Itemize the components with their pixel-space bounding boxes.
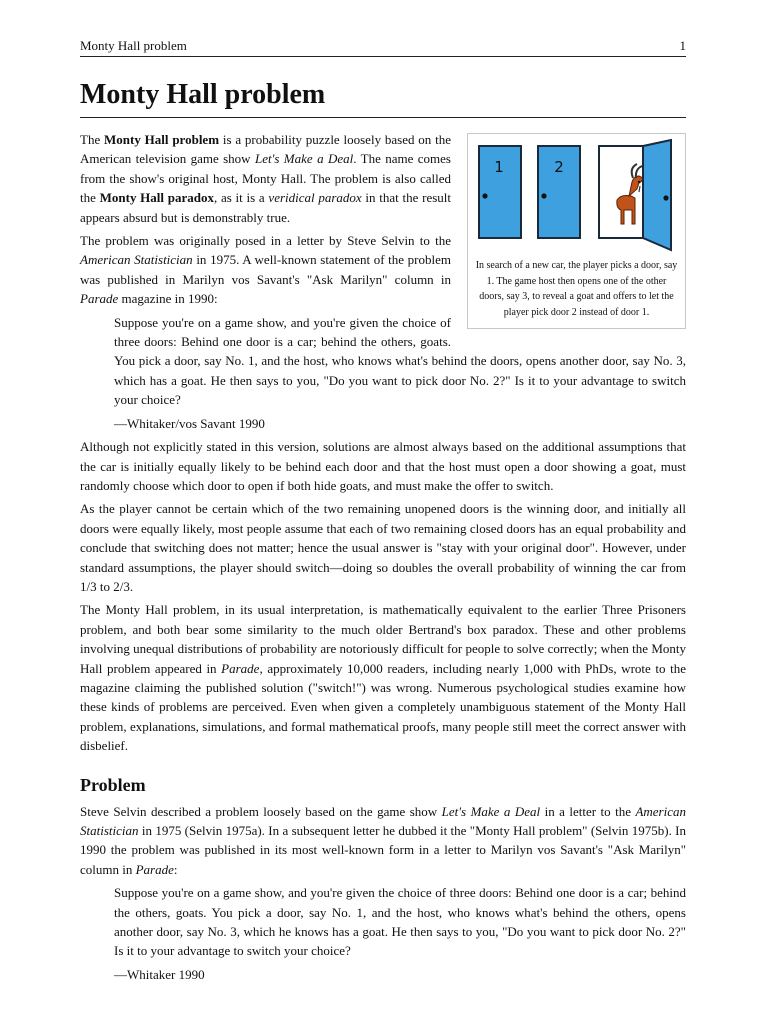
three-doors-illustration — [477, 138, 677, 254]
intro-paragraph-2: The problem was originally posed in a letter by Steve Selvin to the American Statistician in 1975. A well-known statement of the problem was published in Marilyn vos Savant's "Ask Marilyn" column in Parade magazine in 1990: — [80, 233, 452, 307]
intro-paragraph-1: The Monty Hall problem is a probability puzzle loosely based on the American television game show Let's Make a Deal. The name comes from the show's original host, Monty Hall. The problem is also called the Monty Hall paradox, as it is a veridical paradox in that the result appears absurd but is demonstrably true. — [80, 132, 452, 225]
term-veridical-paradox: veridical paradox — [268, 190, 362, 206]
intro-paragraph-4: As the player cannot be certain which of the two remaining unopened doors is the winning door, and initially all doors were equally likely, most people assume that each of two remaining closed doors has an equal probability and conclude that switching does not matter; hence the usual answer is "stay with your original door". However, under standard assumptions, the player should switch—doing so doubles the overall probability of winning the car from 1/3 to 2/3. — [80, 501, 686, 594]
figure-caption: In search of a new car, the player picks a door, say 1. The game host then opens one of the other doors, say 3, to reveal a goat and offers to let the player pick door 2 instead of door 1. — [475, 260, 678, 318]
quote-whitaker: Suppose you're on a game show, and you're given the choice of three doors: Behind one door is a car; behind the others, goats. You pick a door, say No. 1, and the host, who knows what's behind the others, opens another door, say No. 3, which he knows has a goat. He then says to you, "Do you want to pick door No. 2?" Is it to your advantage to switch your choice? — [114, 885, 686, 959]
door-3-knob — [663, 195, 668, 200]
problem-paragraph-1: Steve Selvin described a problem loosely based on the game show Let's Make a Deal in a letter to the American Statistician in 1975 (Selvin 1975a). In a subsequent letter he dubbed it the "Monty Hall problem" (Selvin 1975b). In 1990 the problem was published in its most well-known form in a letter to Marilyn vos Savant's "Ask Marilyn" column in Parade: — [80, 803, 686, 877]
intro-paragraph-3: Although not explicitly stated in this version, solutions are almost always based on the additional assumptions that the car is initially equally likely to be behind each door and that the host must open a door showing a goat, must randomly choose which door to open if both hide goats, and must make the offer to switch. — [80, 439, 686, 493]
term-monty-hall-problem: Monty Hall problem — [104, 132, 220, 147]
term-monty-hall-paradox: Monty Hall paradox — [99, 190, 214, 206]
show-title: Let's Make a Deal — [254, 151, 354, 167]
quote-attribution: —Whitaker/vos Savant 1990 — [114, 415, 265, 431]
door-2-label: 2 — [553, 158, 564, 176]
door-1-knob — [482, 193, 487, 198]
door-2-knob — [541, 193, 546, 198]
running-header — [80, 38, 686, 57]
page-number: 1 — [679, 38, 686, 53]
intro-paragraph-5: The Monty Hall problem, in its usual interpretation, is mathematically equivalent to the earlier Three Prisoners problem, and both bear some similarity to the much older Bertrand's box paradox. These and other problems involving unequal distributions of probability are notoriously difficult for people to solve correctly; when the Monty Hall problem appeared in Parade, approximately 10,000 readers, including nearly 1,000 with PhDs, wrote to the magazine claiming the published solution ("switch!") was wrong. Numerous psychological studies examine how these kinds of problems are perceived. Even when given a completely unambiguous statement of the Monty Hall problem, explanations, simulations, and formal mathematical proofs, many people still meet the correct answer with disbelief. — [80, 602, 686, 754]
article-body — [80, 130, 686, 988]
quote-attribution: —Whitaker 1990 — [114, 966, 205, 982]
quote-vos-savant: Suppose you're on a game show, and you're given the choice of three doors: Behind one door is a car; behind the others, goats. You pick a door, say No. 1, and the host, who knows what's behind the doors, opens another door, say No. 3, which has a goat. He then says to you, "Do you want to pick door No. 2?" Is it to your advantage to switch your choice? — [114, 314, 686, 408]
page-title: Monty Hall problem — [80, 78, 686, 118]
monty-hall-figure — [467, 133, 686, 329]
section-heading-problem: Problem — [80, 774, 146, 795]
door-1-label: 1 — [493, 158, 504, 176]
door-3-open — [643, 140, 671, 250]
running-title: Monty Hall problem — [80, 38, 187, 53]
